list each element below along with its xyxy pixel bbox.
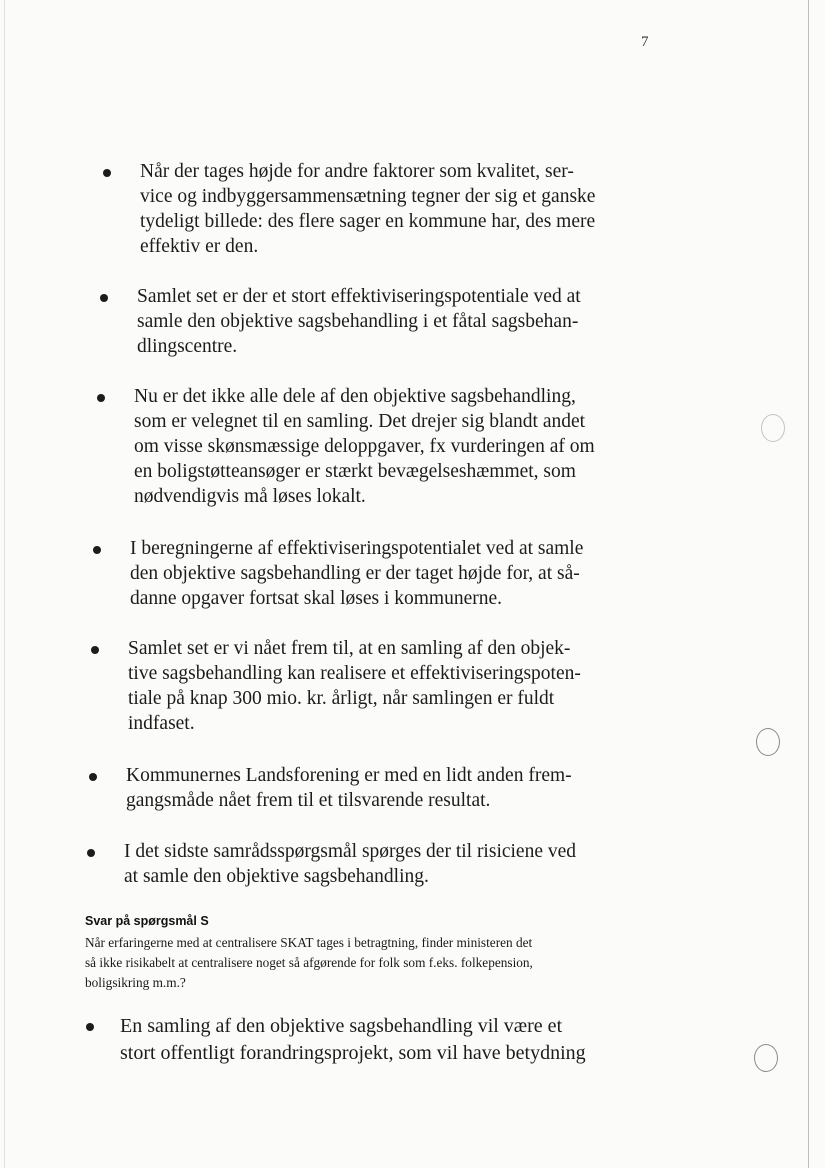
bullet-paragraph xyxy=(140,159,595,259)
text-line: Samlet set er vi nået frem til, at en samling af den objek- xyxy=(128,638,571,659)
text-line: gangsmåde nået frem til et tilsvarende resultat. xyxy=(126,790,491,811)
bullet-marker xyxy=(86,1023,94,1031)
question-line: Når erfaringerne med at centralisere SKAT tages i betragtning, finder ministeren det xyxy=(85,935,533,950)
section-heading: Svar på spørgsmål S xyxy=(85,914,209,928)
page-number: 7 xyxy=(641,34,649,50)
text-line: at samle den objektive sagsbehandling. xyxy=(124,866,429,887)
punch-hole xyxy=(756,728,780,756)
question-text xyxy=(85,933,533,993)
punch-hole xyxy=(754,1044,778,1072)
scan-edge xyxy=(808,0,809,1168)
text-line: samle den objektive sagsbehandling i et fåtal sagsbehan- xyxy=(137,311,579,332)
bullet-paragraph xyxy=(126,763,572,813)
text-line: I beregningerne af effektiviseringspotentialet ved at samle xyxy=(130,538,584,559)
question-line: så ikke risikabelt at centralisere noget så afgørende for folk som f.eks. folkepension, xyxy=(85,955,533,970)
bullet-paragraph xyxy=(120,1013,586,1067)
bullet-marker xyxy=(103,169,111,177)
scan-edge xyxy=(4,0,5,1168)
punch-hole xyxy=(761,414,785,442)
text-line: En samling af den objektive sagsbehandling vil være et xyxy=(120,1015,563,1037)
text-line: den objektive sagsbehandling er der taget højde for, at så- xyxy=(130,563,580,584)
text-line: om visse skønsmæssige deloppgaver, fx vurderingen af om xyxy=(134,436,595,457)
text-line: tive sagsbehandling kan realisere et effektiviseringspoten- xyxy=(128,663,581,684)
bullet-marker xyxy=(89,773,97,781)
bullet-marker xyxy=(97,394,105,402)
bullet-paragraph xyxy=(134,384,595,509)
question-line: boligsikring m.m.? xyxy=(85,975,186,990)
text-line: danne opgaver fortsat skal løses i kommunerne. xyxy=(130,588,503,609)
text-line: indfaset. xyxy=(128,713,195,734)
text-line: dlingscentre. xyxy=(137,336,238,357)
text-line: som er velegnet til en samling. Det drejer sig blandt andet xyxy=(134,411,586,432)
bullet-marker xyxy=(87,849,95,857)
text-line: nødvendigvis må løses lokalt. xyxy=(134,486,366,507)
text-line: I det sidste samrådsspørgsmål spørges der til risiciene ved xyxy=(124,841,577,862)
text-line: tydeligt billede: des flere sager en kommune har, des mere xyxy=(140,211,596,232)
text-line: Når der tages højde for andre faktorer som kvalitet, ser- xyxy=(140,161,574,182)
bullet-marker xyxy=(91,646,99,654)
text-line: Kommunernes Landsforening er med en lidt anden frem- xyxy=(126,765,572,786)
bullet-paragraph xyxy=(128,636,581,736)
text-line: en boligstøtteansøger er stærkt bevægelseshæmmet, som xyxy=(134,461,576,482)
bullet-paragraph xyxy=(137,284,581,359)
text-line: vice og indbyggersammensætning tegner der sig et ganske xyxy=(140,186,596,207)
bullet-paragraph xyxy=(130,536,583,611)
text-line: stort offentligt forandringsprojekt, som vil have betydning xyxy=(120,1042,586,1064)
bullet-marker xyxy=(100,294,108,302)
text-line: Nu er det ikke alle dele af den objektive sagsbehandling, xyxy=(134,386,576,407)
bullet-marker xyxy=(93,546,101,554)
text-line: Samlet set er der et stort effektiviseringspotentiale ved at xyxy=(137,286,581,307)
text-line: effektiv er den. xyxy=(140,236,259,257)
text-line: tiale på knap 300 mio. kr. årligt, når samlingen er fuldt xyxy=(128,688,555,709)
bullet-paragraph xyxy=(124,839,576,889)
